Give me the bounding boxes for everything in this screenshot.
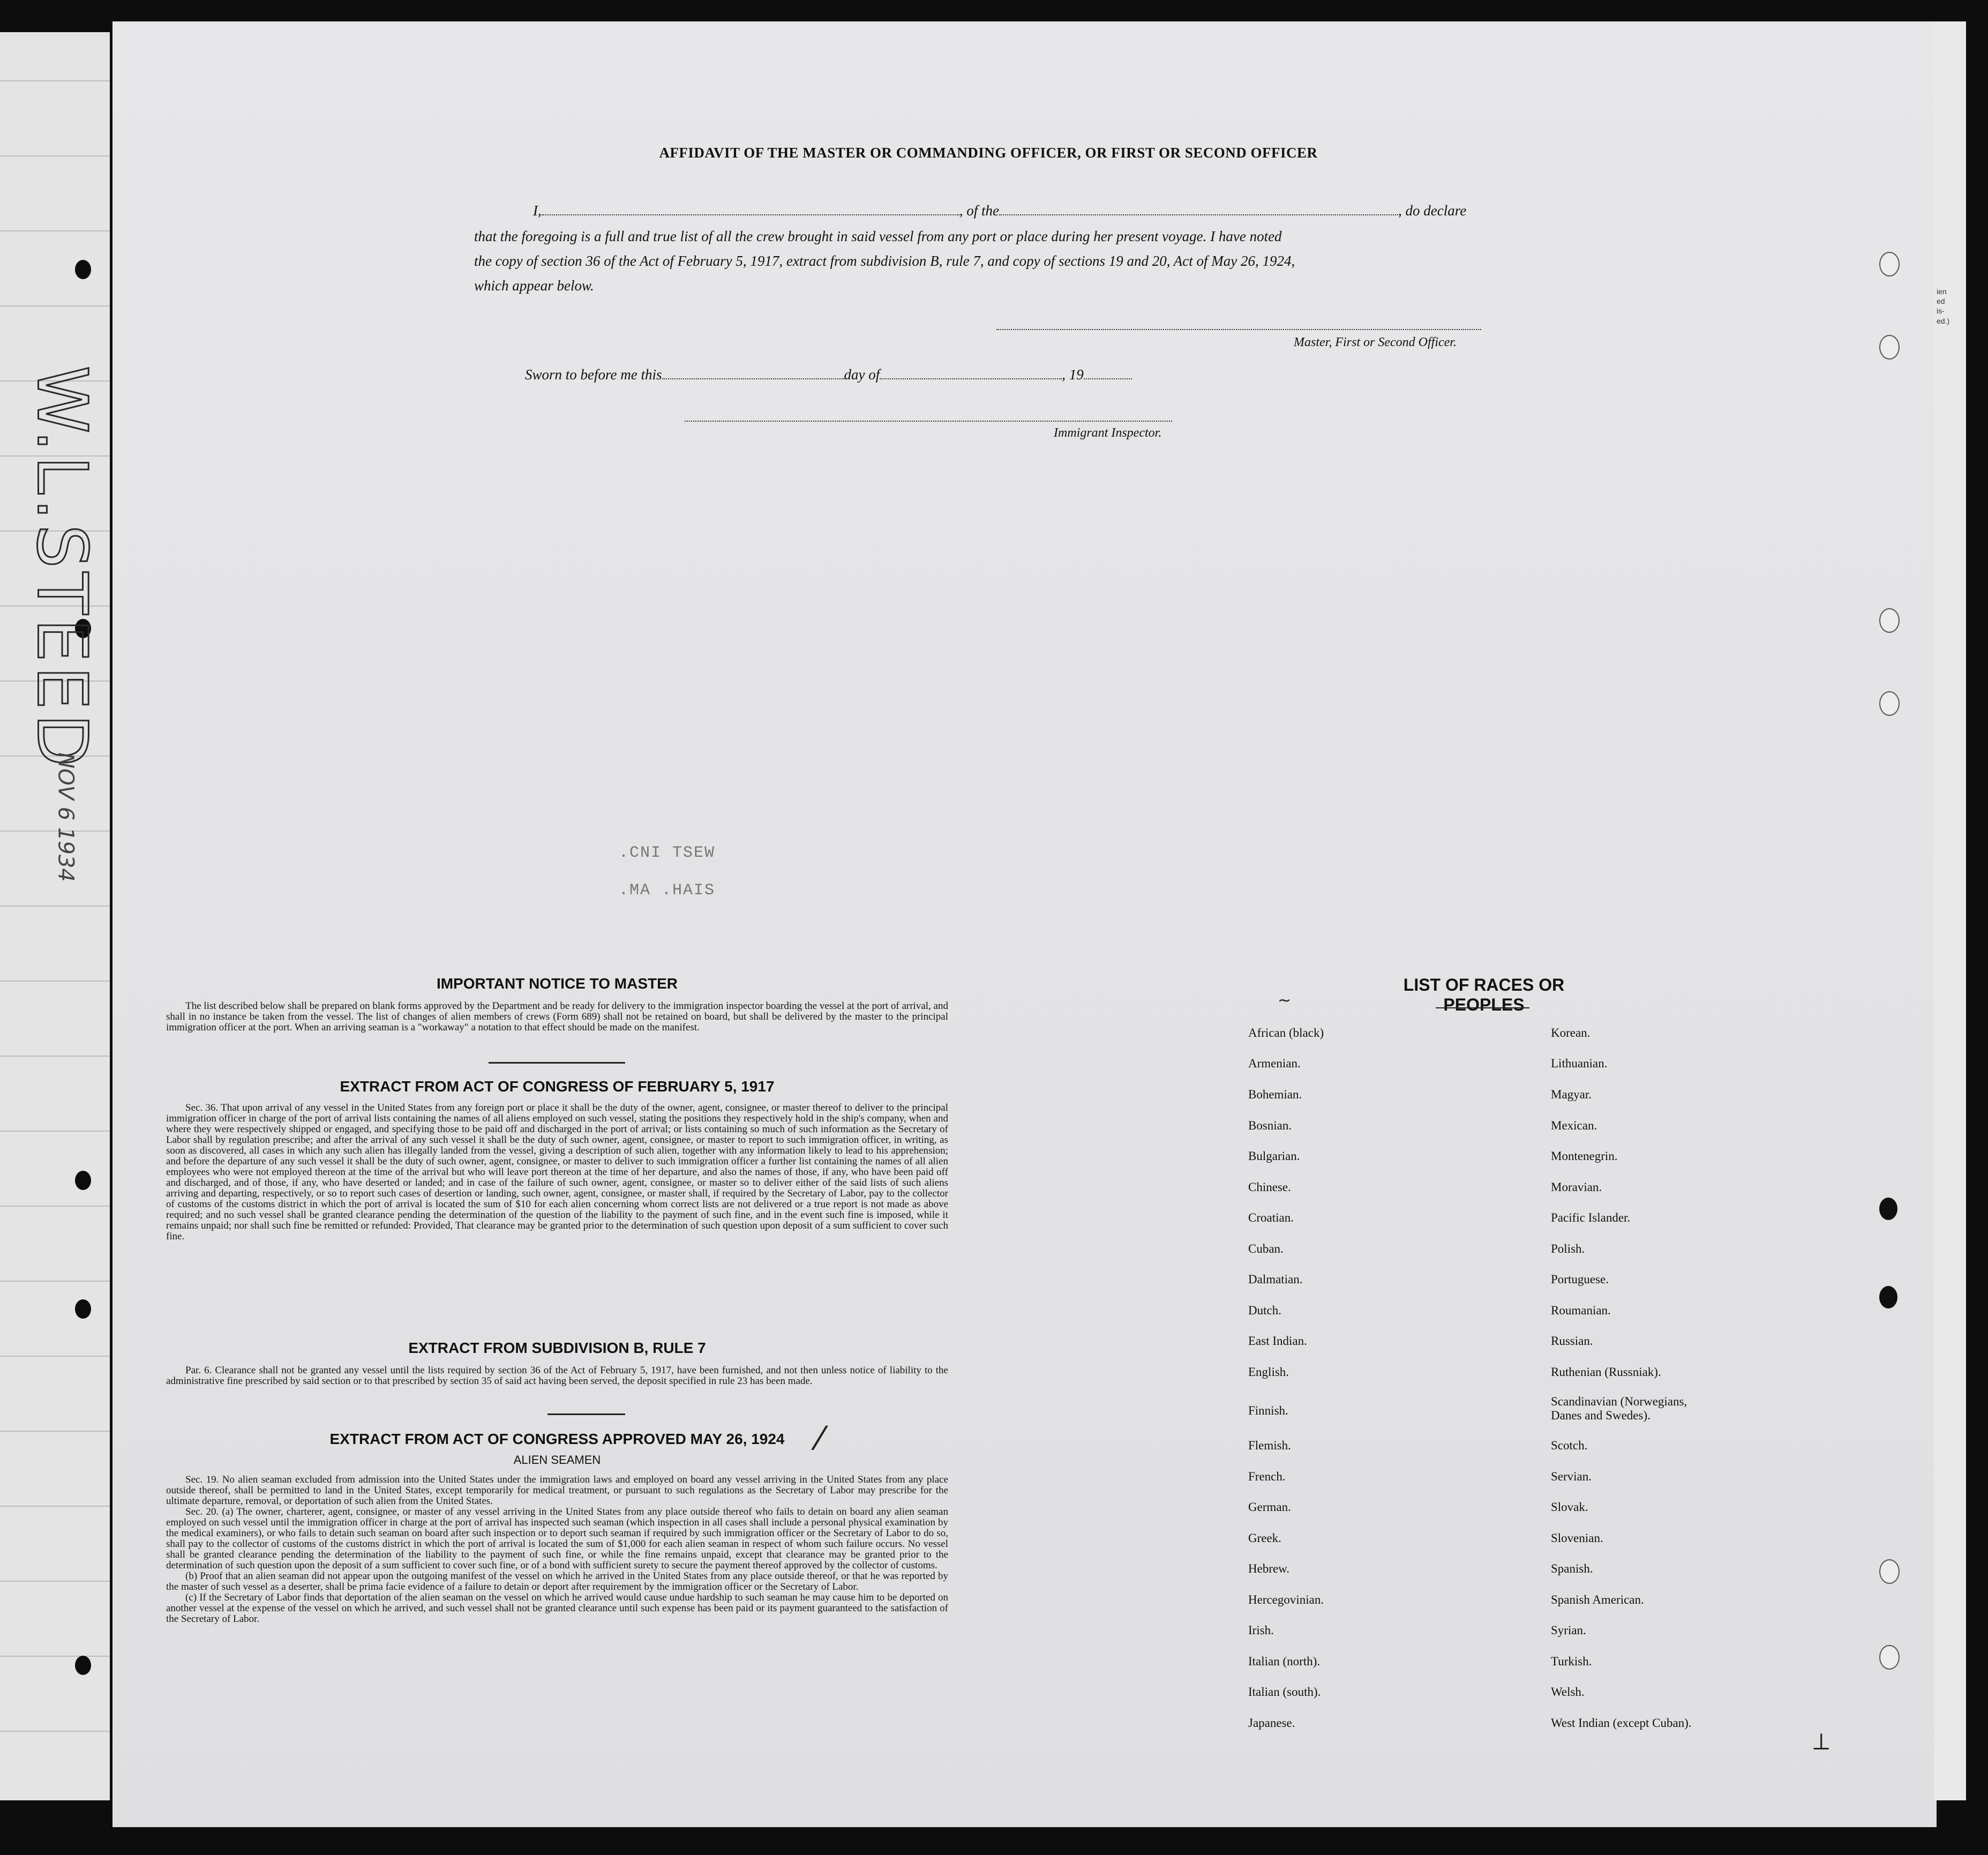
- punch-hole: [1879, 1645, 1900, 1670]
- stamp-line-1: .CNI TSEW: [619, 844, 716, 862]
- race-item: Spanish.: [1551, 1562, 1593, 1575]
- race-item: Dutch.: [1248, 1304, 1281, 1317]
- vessel-field[interactable]: [999, 203, 1398, 215]
- stamp-line-2: .MA .HAIS: [619, 881, 716, 900]
- sworn-day-field[interactable]: [662, 366, 844, 379]
- notice-text: The list described below shall be prepared on blank forms approved by the Department and be ready for delivery to the immigration inspector boarding the vessel at the port of arrival, and shall in no instance be taken from the vessel. The list of changes of alien members of crews (Form 689) shall not be retained on board, but shall be delivered by the master to the principal immigration officer at the port. When an arriving seaman is a "workaway" a notation to that effect should be made on the manifest.: [166, 1000, 948, 1033]
- punch-hole: [1879, 608, 1900, 633]
- sworn-year-field[interactable]: [1084, 366, 1132, 379]
- race-item: English.: [1248, 1365, 1289, 1379]
- alien-seamen-subtitle: ALIEN SEAMEN: [513, 1453, 601, 1467]
- race-item: Scandinavian (Norwegians, Danes and Swedes).: [1551, 1395, 1687, 1422]
- pencil-mark: ⁄: [817, 1420, 823, 1457]
- punch-hole: [1879, 691, 1900, 716]
- extract-1917-text: Sec. 36. That upon arrival of any vessel in the United States from any foreign port or place it shall be the duty of the owner, agent, consignee, or master thereof to deliver to the principal immigration officer in charge of the port of arrival lists containing the names of all aliens employed on such vessel, stating the positions they respectively hold in the ship's company, when and where they were respectively shipped or engaged, and specifying those to be paid off and discharged in the port of arrival; or lists containing so much of such information as the Secretary of Labor shall by regulation prescribe; and after the arrival of any such vessel it shall be the duty of such owner, agent, consignee, or master to report to such immigration officer, in writing, as soon as discovered, all cases in which any such alien has illegally landed from the vessel, giving a description of such alien, together with any information likely to lead to his apprehension; and before the departure of any such vessel it shall be the duty of such owner, agent, consignee, or master to deliver to such immigration officer a further list containing the names of all alien employees who were not employed thereon at the time of the arrival but who will leave port thereon at the time of her departure, and also the names of those, if any, who have been paid off and discharged, and of those, if any, who have deserted or landed; and in case of the failure of such owner, agent, consignee, or master so to deliver either of the said lists of such aliens arriving and departing, respectively, or so to report such cases of desertion or landing, such owner, agent, consignee, or master shall, if required by the Secretary of Labor, pay to the collector of customs of the customs district in which the port of arrival is located the sum of $10 for each alien concerning whom correct lists are not delivered or a true report is not made as above required; and no such vessel shall be granted clearance pending the determination of the question of the liability to the payment of such fine, and in the event such fine is imposed, while it remains unpaid; nor shall such fine be remitted or refunded: Provided, That clearance may be granted prior to the determination of such question upon deposit of a sum sufficient to cover such fine.: [166, 1102, 948, 1242]
- master-signature-label: Master, First or Second Officer.: [1294, 335, 1457, 349]
- extract-1924-title: EXTRACT FROM ACT OF CONGRESS APPROVED MAY 26, 1924: [329, 1431, 785, 1447]
- race-item: Greek.: [1248, 1531, 1281, 1545]
- punch-hole: [1879, 1559, 1900, 1584]
- race-item: Italian (north).: [1248, 1655, 1321, 1668]
- race-item: Bosnian.: [1248, 1119, 1292, 1132]
- race-item: Italian (south).: [1248, 1685, 1321, 1699]
- declaration-line-4: which appear below.: [474, 278, 594, 294]
- race-item: East Indian.: [1248, 1334, 1307, 1348]
- race-item: Armenian.: [1248, 1057, 1301, 1070]
- race-item: Finnish.: [1248, 1404, 1288, 1417]
- affidavit-title: AFFIDAVIT OF THE MASTER OR COMMANDING OFFICER, OR FIRST OR SECOND OFFICER: [659, 145, 1318, 161]
- sworn-month-field[interactable]: [880, 366, 1062, 379]
- declaration-line-3: the copy of section 36 of the Act of February 5, 1917, extract from subdivision B, rule 7, and copy of sections 19 and 20, Act of May 26, 1924,: [474, 253, 1295, 269]
- edge-date-stamp: NOV 6 1934: [54, 752, 79, 882]
- name-field[interactable]: [542, 203, 959, 215]
- race-item: Hebrew.: [1248, 1562, 1290, 1575]
- race-item: Spanish American.: [1551, 1593, 1644, 1606]
- notice-title: IMPORTANT NOTICE TO MASTER: [436, 975, 678, 992]
- race-item: Japanese.: [1248, 1716, 1295, 1730]
- race-item: Slovenian.: [1551, 1531, 1603, 1545]
- declaration-line-2: that the foregoing is a full and true list of all the crew brought in said vessel from any port or place during her present voyage. I have noted: [474, 228, 1282, 244]
- inspector-signature-label: Immigrant Inspector.: [1054, 426, 1162, 440]
- margin-fragment: ien ed is- ed.): [1937, 287, 1950, 325]
- race-item: Irish.: [1248, 1624, 1274, 1637]
- race-item: Welsh.: [1551, 1685, 1585, 1699]
- punch-hole: [1879, 252, 1900, 276]
- race-item: Polish.: [1551, 1242, 1585, 1255]
- binding-hole: [75, 260, 91, 279]
- race-item: Turkish.: [1551, 1655, 1592, 1668]
- race-item: Portuguese.: [1551, 1273, 1609, 1286]
- race-item: Flemish.: [1248, 1439, 1291, 1452]
- race-item: Mexican.: [1551, 1119, 1597, 1132]
- race-item: Russian.: [1551, 1334, 1593, 1348]
- race-item: Pacific Islander.: [1551, 1211, 1631, 1224]
- binding-hole: [75, 1171, 91, 1190]
- punch-hole: [1879, 335, 1900, 360]
- punch-hole: [1879, 1286, 1897, 1308]
- extract-1917-title: EXTRACT FROM ACT OF CONGRESS OF FEBRUARY 5, 1917: [340, 1078, 775, 1095]
- declaration-line-1: I, , of the , do declare: [533, 203, 1467, 219]
- sworn-line: Sworn to before me this day of , 19: [525, 362, 1532, 387]
- binding-hole: [75, 1656, 91, 1675]
- master-signature-line[interactable]: [996, 329, 1481, 330]
- race-item: Roumanian.: [1551, 1304, 1611, 1317]
- race-item: Croatian.: [1248, 1211, 1294, 1224]
- race-item: Syrian.: [1551, 1624, 1586, 1637]
- race-item: Chinese.: [1248, 1180, 1291, 1194]
- race-item: French.: [1248, 1470, 1286, 1483]
- race-item: Magyar.: [1551, 1088, 1592, 1101]
- divider: [1436, 1007, 1529, 1008]
- race-item: Dalmatian.: [1248, 1273, 1303, 1286]
- race-item: African (black): [1248, 1026, 1324, 1039]
- punch-hole: [1879, 1198, 1897, 1220]
- rule-7-title: EXTRACT FROM SUBDIVISION B, RULE 7: [408, 1340, 706, 1356]
- race-item: Lithuanian.: [1551, 1057, 1608, 1070]
- race-item: Ruthenian (Russniak).: [1551, 1365, 1661, 1379]
- race-item: Cuban.: [1248, 1242, 1284, 1255]
- binding-strip: [0, 32, 110, 1800]
- race-item: Scotch.: [1551, 1439, 1588, 1452]
- race-item: West Indian (except Cuban).: [1551, 1716, 1692, 1730]
- divider: [489, 1062, 625, 1064]
- race-item: Korean.: [1551, 1026, 1591, 1039]
- races-title: LIST OF RACES OR PEOPLES: [1403, 975, 1565, 1014]
- inspector-signature-line[interactable]: [685, 421, 1172, 422]
- pencil-mark: ⟂: [1813, 1728, 1829, 1755]
- binding-hole: [75, 1299, 91, 1319]
- race-item: Bulgarian.: [1248, 1149, 1300, 1163]
- rule-7-text: Par. 6. Clearance shall not be granted any vessel until the lists required by section 36 of the Act of February 5, 1917, have been furnished, and not then unless notice of liability to the administrative fine prescribed by said section or to that prescribed by section 35 of said act having been served, the deposit specified in rule 23 has been made.: [166, 1365, 948, 1387]
- race-item: Montenegrin.: [1551, 1149, 1618, 1163]
- pencil-mark: ~: [1278, 991, 1292, 1010]
- race-item: Servian.: [1551, 1470, 1592, 1483]
- race-item: Moravian.: [1551, 1180, 1602, 1194]
- race-item: Slovak.: [1551, 1500, 1588, 1514]
- edge-name-label: W.L.STEED: [21, 365, 102, 771]
- extract-1924-text: Sec. 19. No alien seaman excluded from admission into the United States under the immigration laws and employed on board any vessel arriving in the United States from any place outside thereof, shall be permitted to land in the United States, except temporarily for medical treatment, or pursuant to such regulations as the Secretary of Labor may prescribe for the ultimate departure, removal, or deportation of such alien from the United States. Sec. 20. (a) The owner, charterer, agent, consignee, or master of any vessel arriving in the United States from any place outside thereof who fails to detain on board any alien seaman employed on such vessel until the immigration officer in charge at the port of arrival has inspected such seaman (which inspection in all cases shall include a personal physical examination by the medical examiners), or who fails to detain such seaman on board after such inspection or to deport such seaman if required by such immigration officer or the Secretary of Labor to do so, shall pay to the collector of customs of the customs district in which the port of arrival is located the sum of $1,000 for each alien seaman in respect of whom such failure occurs. No vessel shall be granted clearance pending the determination of the liability to the payment of such fine, or while the fine remains unpaid, except that clearance may be granted prior to the determination of such question upon the deposit of a sum sufficient to cover such fine, or of a bond with sufficient surety to secure the payment thereof approved by the collector of customs. (b) Proof that an alien seaman did not appear upon the outgoing manifest of the vessel on which he arrived in the United States from any place outside thereof, or that he was reported by the master of such vessel as a deserter, shall be prima facie evidence of a failure to detain or deport after requirement by the immigration officer or the Secretary of Labor. (c) If the Secretary of Labor finds that deportation of the alien seaman on the vessel on which he arrived would cause undue hardship to such seaman he may cause him to be deported on another vessel at the expense of the vessel on which he arrived, and such vessel shall not be granted clearance until such expense has been paid or its payment guaranteed to the satisfaction of the Secretary of Labor.: [166, 1474, 948, 1625]
- race-item: German.: [1248, 1500, 1291, 1514]
- race-item: Bohemian.: [1248, 1088, 1302, 1101]
- divider: [547, 1413, 625, 1415]
- race-item: Hercegovinian.: [1248, 1593, 1324, 1606]
